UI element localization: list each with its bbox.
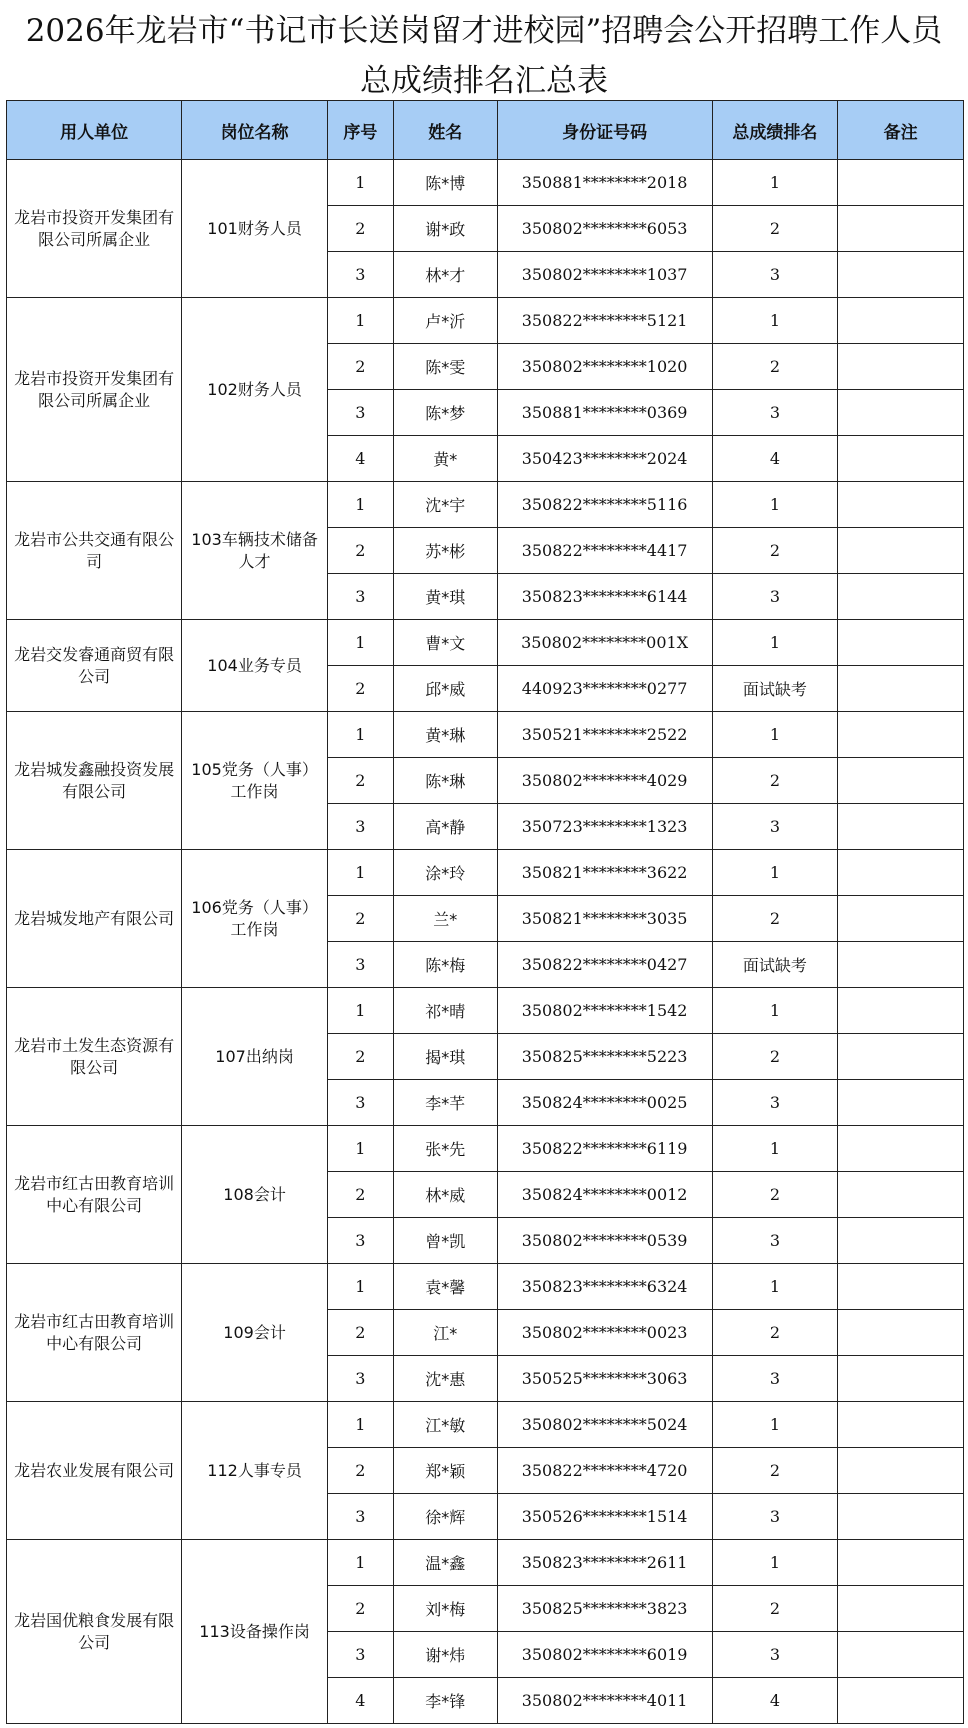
seq-cell: 2 bbox=[327, 1310, 393, 1356]
name-cell: 卢*沂 bbox=[393, 298, 497, 344]
id-cell: 350822********4417 bbox=[497, 528, 712, 574]
note-cell bbox=[838, 206, 964, 252]
unit-cell: 龙岩国优粮食发展有限公司 bbox=[7, 1540, 182, 1724]
rank-cell: 2 bbox=[712, 1034, 838, 1080]
seq-cell: 2 bbox=[327, 666, 393, 712]
rank-cell: 3 bbox=[712, 390, 838, 436]
name-cell: 徐*辉 bbox=[393, 1494, 497, 1540]
name-cell: 谢*政 bbox=[393, 206, 497, 252]
table-row bbox=[7, 712, 964, 758]
note-cell bbox=[838, 1126, 964, 1172]
seq-cell: 2 bbox=[327, 896, 393, 942]
id-cell: 350825********5223 bbox=[497, 1034, 712, 1080]
id-cell: 350802********4029 bbox=[497, 758, 712, 804]
header-seq: 序号 bbox=[327, 101, 393, 160]
rank-cell: 面试缺考 bbox=[712, 666, 838, 712]
rank-cell: 1 bbox=[712, 1264, 838, 1310]
note-cell bbox=[838, 1586, 964, 1632]
seq-cell: 2 bbox=[327, 1172, 393, 1218]
rank-cell: 3 bbox=[712, 574, 838, 620]
id-cell: 350802********6019 bbox=[497, 1632, 712, 1678]
seq-cell: 3 bbox=[327, 390, 393, 436]
ranking-table bbox=[6, 100, 964, 1724]
name-cell: 陈*梦 bbox=[393, 390, 497, 436]
rank-cell: 2 bbox=[712, 1448, 838, 1494]
note-cell bbox=[838, 1494, 964, 1540]
position-cell: 101财务人员 bbox=[182, 160, 328, 298]
note-cell bbox=[838, 1080, 964, 1126]
seq-cell: 3 bbox=[327, 252, 393, 298]
rank-cell: 面试缺考 bbox=[712, 942, 838, 988]
note-cell bbox=[838, 436, 964, 482]
header-rank: 总成绩排名 bbox=[712, 101, 838, 160]
title-line-1: 2026年龙岩市“书记市长送岗留才进校园”招聘会公开招聘工作人员 bbox=[25, 13, 943, 49]
note-cell bbox=[838, 758, 964, 804]
id-cell: 350823********2611 bbox=[497, 1540, 712, 1586]
rank-cell: 3 bbox=[712, 1494, 838, 1540]
seq-cell: 2 bbox=[327, 1034, 393, 1080]
note-cell bbox=[838, 804, 964, 850]
note-cell bbox=[838, 942, 964, 988]
id-cell: 350802********0539 bbox=[497, 1218, 712, 1264]
rank-cell: 2 bbox=[712, 896, 838, 942]
rank-cell: 3 bbox=[712, 252, 838, 298]
name-cell: 黄* bbox=[393, 436, 497, 482]
position-cell: 108会计 bbox=[182, 1126, 328, 1264]
name-cell: 祁*晴 bbox=[393, 988, 497, 1034]
id-cell: 350821********3622 bbox=[497, 850, 712, 896]
note-cell bbox=[838, 1310, 964, 1356]
rank-cell: 2 bbox=[712, 1310, 838, 1356]
name-cell: 曹*文 bbox=[393, 620, 497, 666]
position-cell: 112人事专员 bbox=[182, 1402, 328, 1540]
header-row bbox=[7, 101, 964, 160]
note-cell bbox=[838, 1448, 964, 1494]
unit-cell: 龙岩农业发展有限公司 bbox=[7, 1402, 182, 1540]
id-cell: 350802********6053 bbox=[497, 206, 712, 252]
rank-cell: 3 bbox=[712, 1080, 838, 1126]
position-cell: 106党务（人事）工作岗 bbox=[182, 850, 328, 988]
seq-cell: 2 bbox=[327, 206, 393, 252]
table-row bbox=[7, 620, 964, 666]
name-cell: 郑*颖 bbox=[393, 1448, 497, 1494]
rank-cell: 2 bbox=[712, 1586, 838, 1632]
unit-cell: 龙岩市公共交通有限公司 bbox=[7, 482, 182, 620]
id-cell: 350802********4011 bbox=[497, 1678, 712, 1724]
name-cell: 林*才 bbox=[393, 252, 497, 298]
name-cell: 黄*琪 bbox=[393, 574, 497, 620]
rank-cell: 1 bbox=[712, 988, 838, 1034]
rank-cell: 3 bbox=[712, 1356, 838, 1402]
seq-cell: 2 bbox=[327, 344, 393, 390]
note-cell bbox=[838, 1632, 964, 1678]
table-row bbox=[7, 298, 964, 344]
position-cell: 104业务专员 bbox=[182, 620, 328, 712]
name-cell: 沈*惠 bbox=[393, 1356, 497, 1402]
seq-cell: 3 bbox=[327, 1494, 393, 1540]
seq-cell: 3 bbox=[327, 1356, 393, 1402]
unit-cell: 龙岩城发鑫融投资发展有限公司 bbox=[7, 712, 182, 850]
rank-cell: 1 bbox=[712, 1540, 838, 1586]
id-cell: 350881********0369 bbox=[497, 390, 712, 436]
rank-cell: 1 bbox=[712, 482, 838, 528]
note-cell bbox=[838, 1540, 964, 1586]
note-cell bbox=[838, 850, 964, 896]
seq-cell: 1 bbox=[327, 620, 393, 666]
note-cell bbox=[838, 482, 964, 528]
note-cell bbox=[838, 528, 964, 574]
note-cell bbox=[838, 252, 964, 298]
name-cell: 陈*梅 bbox=[393, 942, 497, 988]
header-name: 姓名 bbox=[393, 101, 497, 160]
rank-cell: 2 bbox=[712, 344, 838, 390]
note-cell bbox=[838, 1356, 964, 1402]
rank-cell: 3 bbox=[712, 1632, 838, 1678]
note-cell bbox=[838, 1172, 964, 1218]
name-cell: 李*芊 bbox=[393, 1080, 497, 1126]
seq-cell: 1 bbox=[327, 988, 393, 1034]
note-cell bbox=[838, 620, 964, 666]
name-cell: 揭*琪 bbox=[393, 1034, 497, 1080]
table-row bbox=[7, 1264, 964, 1310]
id-cell: 350823********6144 bbox=[497, 574, 712, 620]
seq-cell: 1 bbox=[327, 482, 393, 528]
unit-cell: 龙岩市投资开发集团有限公司所属企业 bbox=[7, 160, 182, 298]
name-cell: 陈*雯 bbox=[393, 344, 497, 390]
name-cell: 林*威 bbox=[393, 1172, 497, 1218]
id-cell: 350802********1542 bbox=[497, 988, 712, 1034]
unit-cell: 龙岩市红古田教育培训中心有限公司 bbox=[7, 1126, 182, 1264]
rank-cell: 3 bbox=[712, 1218, 838, 1264]
rank-cell: 4 bbox=[712, 1678, 838, 1724]
name-cell: 刘*梅 bbox=[393, 1586, 497, 1632]
table-row bbox=[7, 482, 964, 528]
rank-cell: 4 bbox=[712, 436, 838, 482]
header-position: 岗位名称 bbox=[182, 101, 328, 160]
rank-cell: 2 bbox=[712, 1172, 838, 1218]
seq-cell: 3 bbox=[327, 804, 393, 850]
rank-cell: 2 bbox=[712, 528, 838, 574]
rank-cell: 3 bbox=[712, 804, 838, 850]
seq-cell: 1 bbox=[327, 1126, 393, 1172]
unit-cell: 龙岩城发地产有限公司 bbox=[7, 850, 182, 988]
note-cell bbox=[838, 1402, 964, 1448]
name-cell: 沈*宇 bbox=[393, 482, 497, 528]
id-cell: 350823********6324 bbox=[497, 1264, 712, 1310]
table-row bbox=[7, 1402, 964, 1448]
name-cell: 苏*彬 bbox=[393, 528, 497, 574]
id-cell: 350802********1037 bbox=[497, 252, 712, 298]
name-cell: 张*先 bbox=[393, 1126, 497, 1172]
note-cell bbox=[838, 712, 964, 758]
id-cell: 350802********0023 bbox=[497, 1310, 712, 1356]
note-cell bbox=[838, 1264, 964, 1310]
id-cell: 350723********1323 bbox=[497, 804, 712, 850]
note-cell bbox=[838, 1218, 964, 1264]
note-cell bbox=[838, 298, 964, 344]
seq-cell: 1 bbox=[327, 712, 393, 758]
id-cell: 350824********0025 bbox=[497, 1080, 712, 1126]
name-cell: 江* bbox=[393, 1310, 497, 1356]
note-cell bbox=[838, 1034, 964, 1080]
unit-cell: 龙岩交发睿通商贸有限公司 bbox=[7, 620, 182, 712]
name-cell: 李*锋 bbox=[393, 1678, 497, 1724]
position-cell: 113设备操作岗 bbox=[182, 1540, 328, 1724]
id-cell: 350825********3823 bbox=[497, 1586, 712, 1632]
name-cell: 兰* bbox=[393, 896, 497, 942]
table-row bbox=[7, 160, 964, 206]
seq-cell: 2 bbox=[327, 528, 393, 574]
id-cell: 350822********4720 bbox=[497, 1448, 712, 1494]
note-cell bbox=[838, 1678, 964, 1724]
position-cell: 102财务人员 bbox=[182, 298, 328, 482]
id-cell: 350822********5121 bbox=[497, 298, 712, 344]
note-cell bbox=[838, 390, 964, 436]
seq-cell: 1 bbox=[327, 298, 393, 344]
table-row bbox=[7, 850, 964, 896]
unit-cell: 龙岩市土发生态资源有限公司 bbox=[7, 988, 182, 1126]
name-cell: 陈*博 bbox=[393, 160, 497, 206]
position-cell: 103车辆技术储备人才 bbox=[182, 482, 328, 620]
id-cell: 350822********0427 bbox=[497, 942, 712, 988]
rank-cell: 2 bbox=[712, 206, 838, 252]
seq-cell: 2 bbox=[327, 758, 393, 804]
id-cell: 350802********1020 bbox=[497, 344, 712, 390]
seq-cell: 3 bbox=[327, 942, 393, 988]
table-row bbox=[7, 988, 964, 1034]
unit-cell: 龙岩市投资开发集团有限公司所属企业 bbox=[7, 298, 182, 482]
name-cell: 黄*琳 bbox=[393, 712, 497, 758]
seq-cell: 3 bbox=[327, 1080, 393, 1126]
seq-cell: 2 bbox=[327, 1586, 393, 1632]
rank-cell: 1 bbox=[712, 160, 838, 206]
name-cell: 高*静 bbox=[393, 804, 497, 850]
table-body bbox=[7, 160, 964, 1724]
seq-cell: 2 bbox=[327, 1448, 393, 1494]
note-cell bbox=[838, 988, 964, 1034]
seq-cell: 1 bbox=[327, 850, 393, 896]
id-cell: 350822********6119 bbox=[497, 1126, 712, 1172]
seq-cell: 1 bbox=[327, 1540, 393, 1586]
note-cell bbox=[838, 160, 964, 206]
id-cell: 350521********2522 bbox=[497, 712, 712, 758]
seq-cell: 4 bbox=[327, 436, 393, 482]
id-cell: 350881********2018 bbox=[497, 160, 712, 206]
id-cell: 440923********0277 bbox=[497, 666, 712, 712]
name-cell: 袁*馨 bbox=[393, 1264, 497, 1310]
id-cell: 350822********5116 bbox=[497, 482, 712, 528]
note-cell bbox=[838, 896, 964, 942]
seq-cell: 1 bbox=[327, 1264, 393, 1310]
seq-cell: 1 bbox=[327, 1402, 393, 1448]
rank-cell: 1 bbox=[712, 1126, 838, 1172]
id-cell: 350423********2024 bbox=[497, 436, 712, 482]
title-line-2: 总成绩排名汇总表 bbox=[360, 63, 608, 99]
header-note: 备注 bbox=[838, 101, 964, 160]
name-cell: 邱*威 bbox=[393, 666, 497, 712]
table-row bbox=[7, 1540, 964, 1586]
position-cell: 105党务（人事）工作岗 bbox=[182, 712, 328, 850]
note-cell bbox=[838, 344, 964, 390]
name-cell: 陈*琳 bbox=[393, 758, 497, 804]
table-row bbox=[7, 1126, 964, 1172]
rank-cell: 1 bbox=[712, 712, 838, 758]
rank-cell: 1 bbox=[712, 298, 838, 344]
rank-cell: 2 bbox=[712, 758, 838, 804]
rank-cell: 1 bbox=[712, 1402, 838, 1448]
position-cell: 109会计 bbox=[182, 1264, 328, 1402]
id-cell: 350802********001X bbox=[497, 620, 712, 666]
name-cell: 谢*炜 bbox=[393, 1632, 497, 1678]
seq-cell: 3 bbox=[327, 1632, 393, 1678]
id-cell: 350526********1514 bbox=[497, 1494, 712, 1540]
id-cell: 350802********5024 bbox=[497, 1402, 712, 1448]
name-cell: 温*鑫 bbox=[393, 1540, 497, 1586]
id-cell: 350821********3035 bbox=[497, 896, 712, 942]
name-cell: 涂*玲 bbox=[393, 850, 497, 896]
id-cell: 350525********3063 bbox=[497, 1356, 712, 1402]
seq-cell: 4 bbox=[327, 1678, 393, 1724]
note-cell bbox=[838, 666, 964, 712]
rank-cell: 1 bbox=[712, 850, 838, 896]
name-cell: 曾*凯 bbox=[393, 1218, 497, 1264]
seq-cell: 3 bbox=[327, 574, 393, 620]
header-id: 身份证号码 bbox=[497, 101, 712, 160]
header-unit: 用人单位 bbox=[7, 101, 182, 160]
name-cell: 江*敏 bbox=[393, 1402, 497, 1448]
seq-cell: 3 bbox=[327, 1218, 393, 1264]
position-cell: 107出纳岗 bbox=[182, 988, 328, 1126]
unit-cell: 龙岩市红古田教育培训中心有限公司 bbox=[7, 1264, 182, 1402]
id-cell: 350824********0012 bbox=[497, 1172, 712, 1218]
rank-cell: 1 bbox=[712, 620, 838, 666]
seq-cell: 1 bbox=[327, 160, 393, 206]
note-cell bbox=[838, 574, 964, 620]
